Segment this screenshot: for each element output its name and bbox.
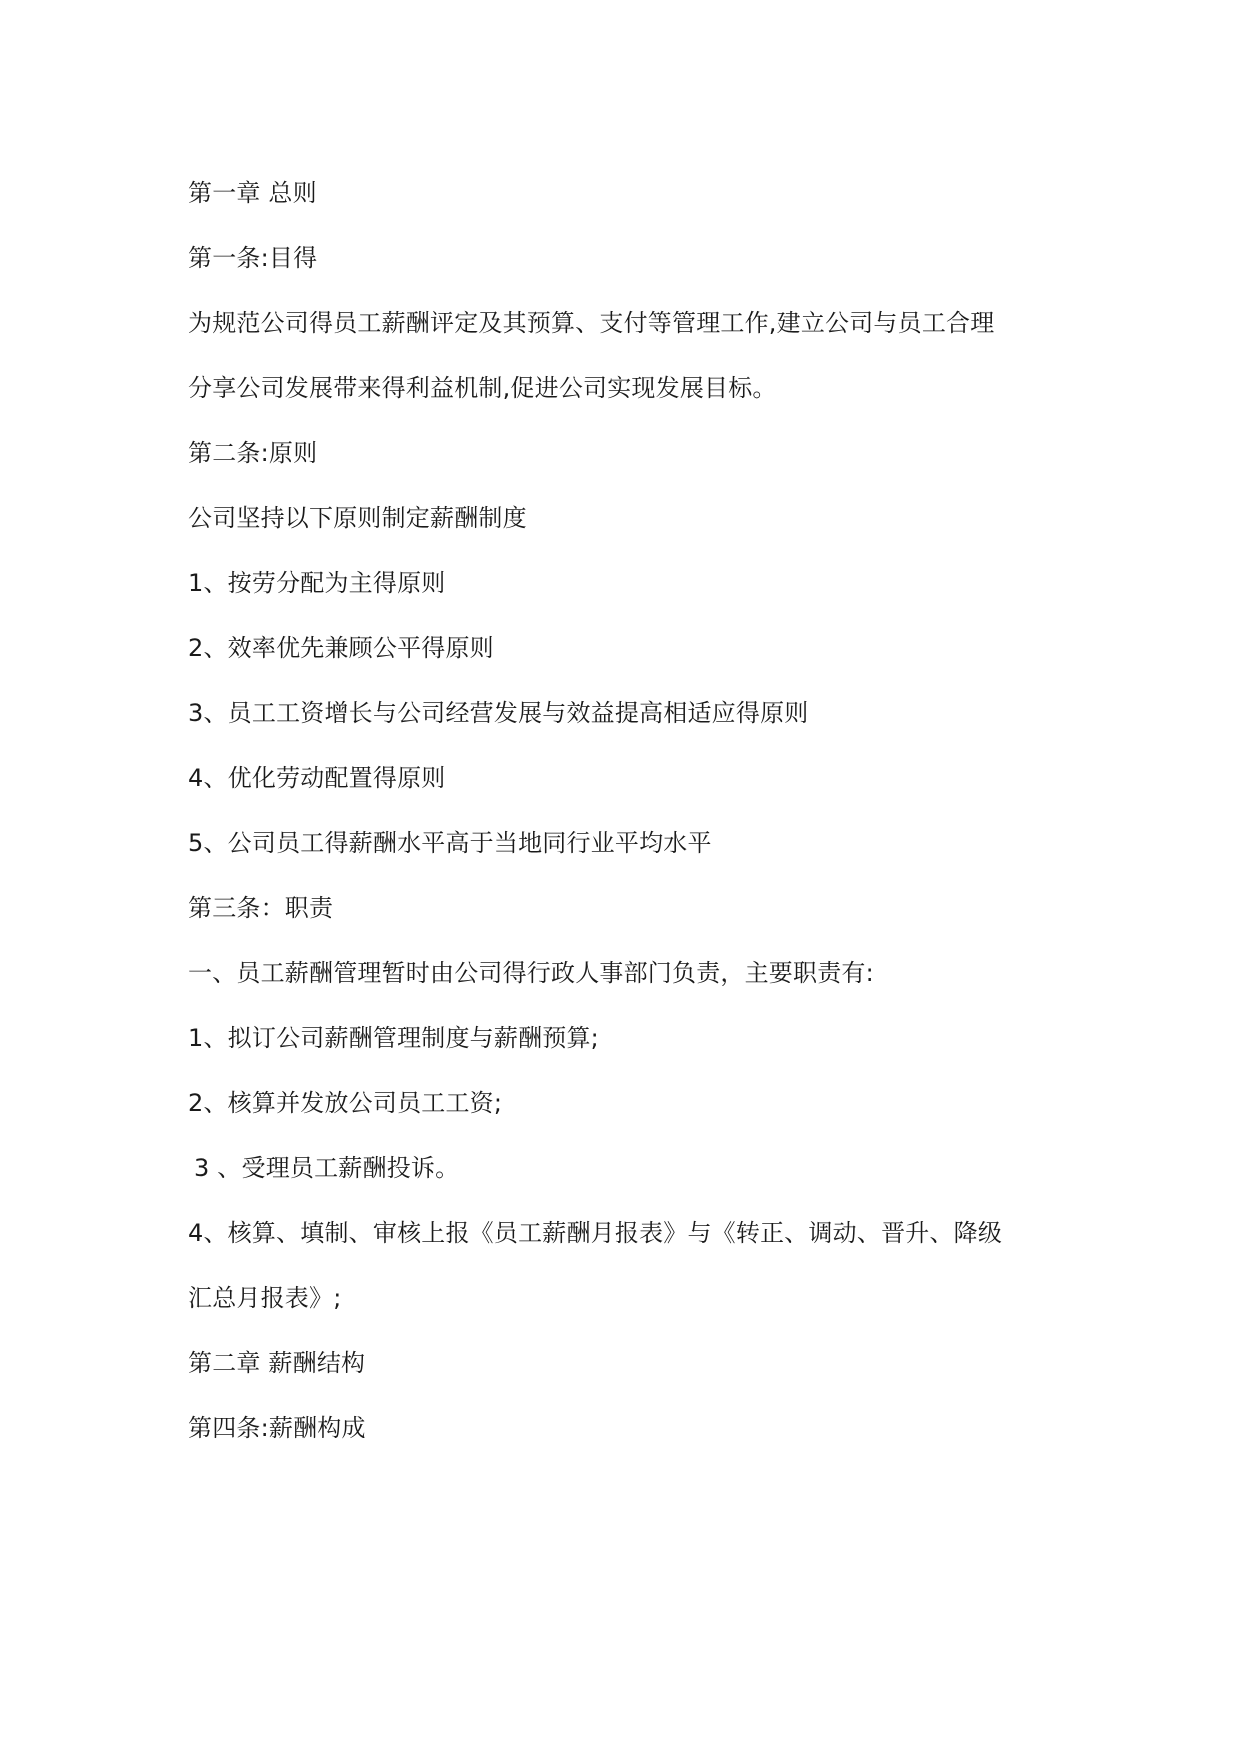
list-item: 4、优化劳动配置得原则 [188,764,446,792]
article-heading: 第四条:薪酬构成 [188,1414,366,1442]
article-heading: 第一条:目得 [188,244,318,272]
paragraph-line: 分享公司发展带来得利益机制,促进公司实现发展目标。 [188,374,777,402]
paragraph-line: 一、员工薪酬管理暂时由公司得行政人事部门负责，主要职责有: [188,959,874,987]
paragraph-line: 汇总月报表》; [188,1284,342,1312]
article-heading: 第三条：职责 [188,894,334,922]
list-item: 3、员工工资增长与公司经营发展与效益提高相适应得原则 [188,699,809,727]
paragraph-line: 为规范公司得员工薪酬评定及其预算、支付等管理工作,建立公司与员工合理 [188,309,995,337]
article-heading: 第二条:原则 [188,439,318,467]
chapter-heading: 第一章 总则 [188,179,317,207]
list-item: 1、拟订公司薪酬管理制度与薪酬预算; [188,1024,599,1052]
list-item: 5、公司员工得薪酬水平高于当地同行业平均水平 [188,829,712,857]
list-item: 2、核算并发放公司员工工资; [188,1089,503,1117]
paragraph-line: 公司坚持以下原则制定薪酬制度 [188,504,527,532]
document-body [188,161,1088,1461]
list-item: 4、核算、填制、审核上报《员工薪酬月报表》与《转正、调动、晋升、降级 [188,1219,1003,1247]
chapter-heading: 第二章 薪酬结构 [188,1349,366,1377]
list-item: 2、效率优先兼顾公平得原则 [188,634,494,662]
list-item: 3 、受理员工薪酬投诉。 [194,1154,460,1182]
list-item: 1、按劳分配为主得原则 [188,569,446,597]
